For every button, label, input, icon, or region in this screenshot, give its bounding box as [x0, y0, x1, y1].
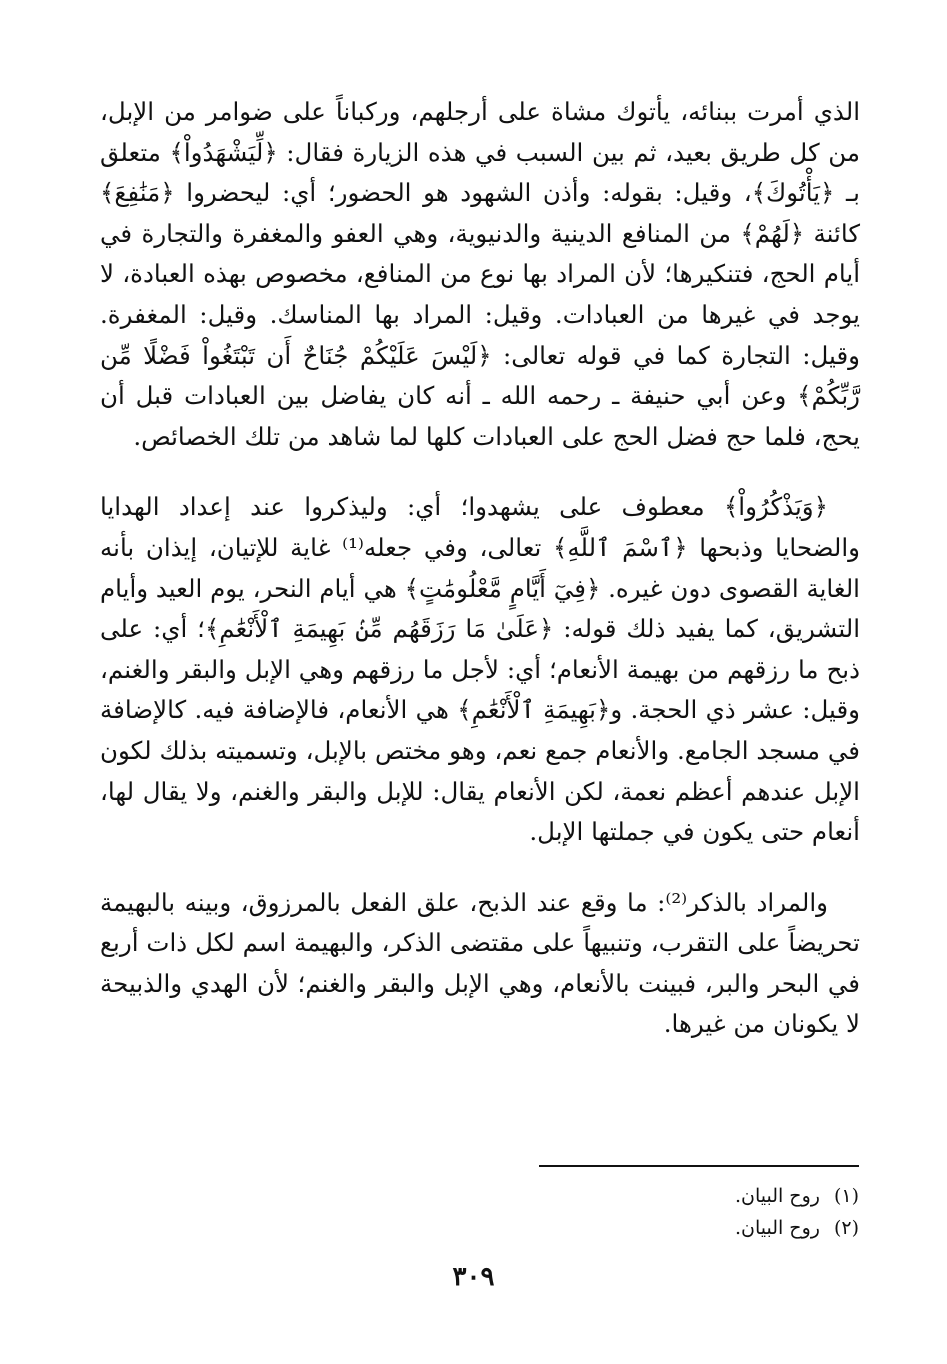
footnote-number: (٢) [833, 1217, 859, 1239]
footnote-2 [539, 1212, 859, 1244]
paragraph-1: الذي أمرت ببنائه، يأتوك مشاة على أرجلهم، وركباناً على ضوامر من الإبل، من كل طريق بعيد، ثم بين السبب في هذه الزيارة فقال: ﴿لِّيَشْهَدُواْ﴾ متعلق بـ ﴿يَأْتُوكَ﴾، وقيل: بقوله: وأذن الشهود هو الحضور؛ أي: ليحضروا ﴿مَنَٰفِعَ﴾ كائنة ﴿لَهُمْ﴾ من المنافع الدينية والدنيوية، وهي العفو والمغفرة والتجارة في أيام الحج، فتنكيرها؛ لأن المراد بها نوع من المنافع، مخصوص بهذه العبادة، لا يوجد في غيرها من العبادات. وقيل: المراد بها المناسك. وقيل: المغفرة. وقيل: التجارة كما في قوله تعالى: ﴿لَيْسَ عَلَيْكُمْ جُنَاحٌ أَن تَبْتَغُواْ فَضْلًا مِّن رَّبِّكُمْ﴾ وعن أبي حنيفة ـ رحمه الله ـ أنه كان يفاضل بين العبادات قبل أن يحج، فلما حج فضل الحج على العبادات كلها لما شاهد من تلك الخصائص. [100, 97, 860, 451]
footnote-divider [539, 1165, 859, 1167]
paragraph-2: ﴿وَيَذْكُرُواْ﴾ معطوف على يشهدوا؛ أي: وليذكروا عند إعداد الهدايا والضحايا وذبحها ﴿ٱسْمَ ٱللَّهِ﴾ تعالى، وفي جعله⁽¹⁾ غاية للإتيان، إيذان بأنه الغاية القصوى دون غيره. ﴿فِيٓ أَيَّامٍ مَّعْلُومَٰتٍ﴾ هي أيام النحر، يوم العيد وأيام التشريق، كما يفيد ذلك قوله: ﴿عَلَىٰ مَا رَزَقَهُم مِّنۢ بَهِيمَةِ ٱلْأَنْعَٰمِ﴾؛ أي: على ذبح ما رزقهم من بهيمة الأنعام؛ أي: لأجل ما رزقهم وهي الإبل والبقر والغنم، وقيل: عشر ذي الحجة. و﴿بَهِيمَةِ ٱلْأَنْعَٰمِ﴾ هي الأنعام، فالإضافة فيه. كالإضافة في مسجد الجامع. والأنعام جمع نعم، وهو مختص بالإبل، وتسميته بذلك لكون الإبل عندهم أعظم نعمة، لكن الأنعام يقال: للإبل والبقر والغنم، ولا يقال لها، أنعام حتى يكون في جملتها الإبل. [100, 492, 860, 847]
footnote-number: (١) [833, 1185, 859, 1207]
footnote-1 [539, 1180, 859, 1212]
footnote-text: روح البيان. [734, 1185, 820, 1207]
paragraph-3: والمراد بالذكر⁽²⁾: ما وقع عند الذبح، علق الفعل بالمرزوق، وبينه بالبهيمة تحريضاً على التقرب، وتنبيهاً على مقتضى الذكر، والبهيمة اسم لكل ذات أربع في البحر والبر، فبينت بالأنعام، وهي الإبل والبقر والغنم؛ لأن الهدي والذبيحة لا يكونان من غيرها. [100, 887, 860, 1039]
footnotes [539, 1180, 859, 1244]
page-number: ٣٠٩ [452, 1262, 495, 1292]
page-body [100, 92, 860, 1045]
footnote-text: روح البيان. [734, 1217, 820, 1239]
